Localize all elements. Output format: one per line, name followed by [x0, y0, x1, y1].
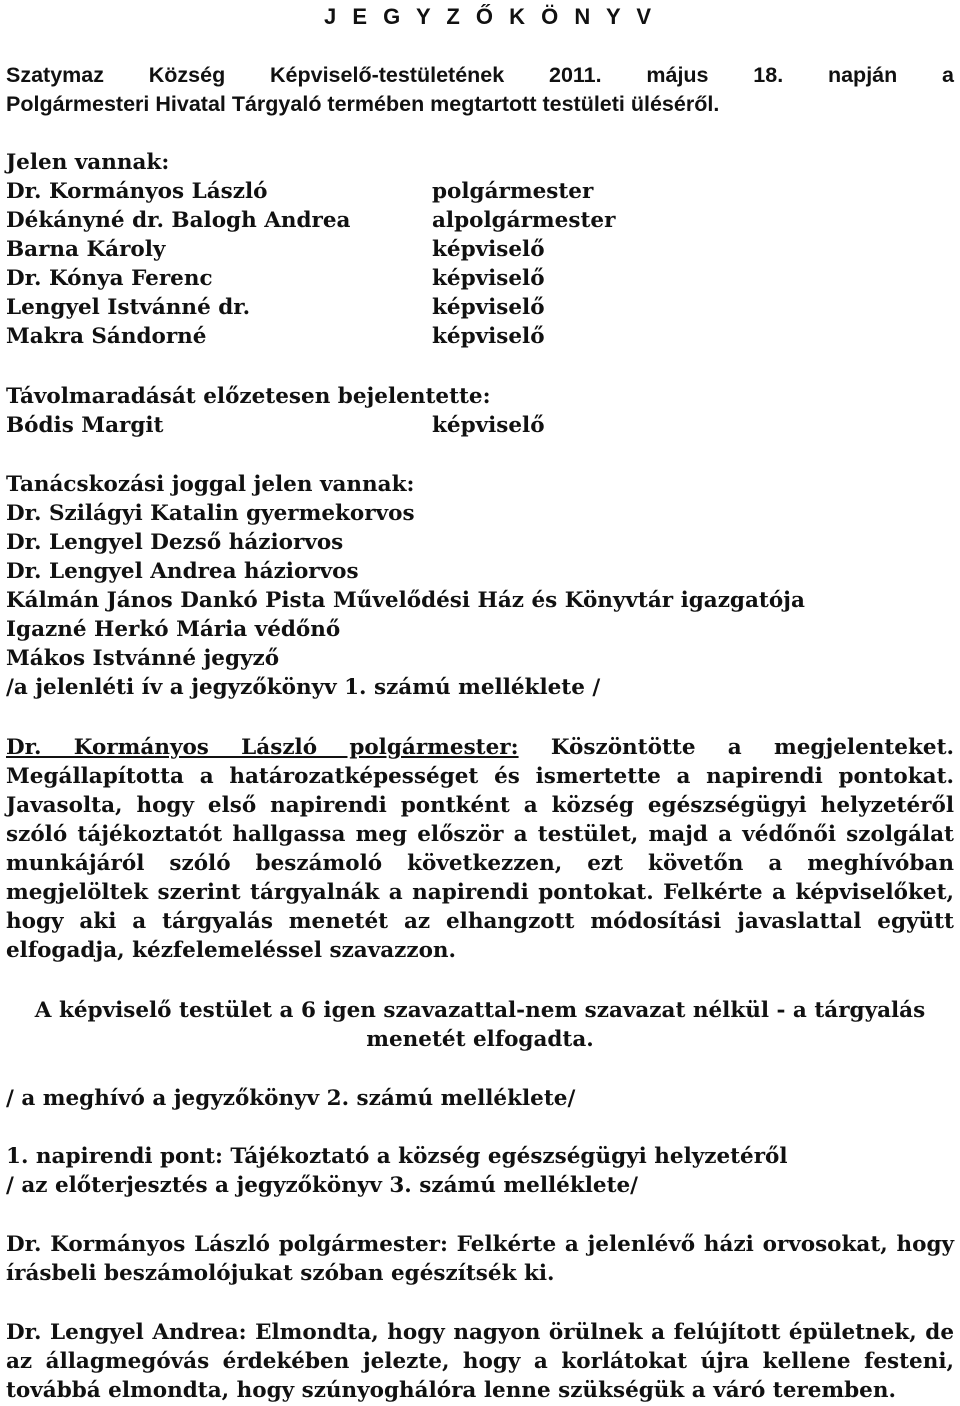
- decision-line-1: A képviselő testület a 6 igen szavazattal-nem szavazat nélkül - a tárgyalás: [34, 998, 926, 1023]
- mayor-speech-line: Javasolta, hogy első napirendi pontként a község egészségügyi helyzetéről: [6, 793, 954, 818]
- agenda-item-note: / az előterjesztés a jegyzőkönyv 3. számú melléklete/: [6, 1173, 639, 1198]
- mayor-speech-line: szóló tájékoztatót hallgassa meg először a testület, majd a védőnői szolgálat: [6, 822, 954, 847]
- advisory-heading: Tanácskozási joggal jelen vannak:: [6, 472, 415, 497]
- mayor-request-line-2: írásbeli beszámolójukat szóban egészítsék ki.: [6, 1261, 555, 1286]
- member-role: alpolgármester: [432, 208, 616, 233]
- attendance-note: /a jelenléti ív a jegyzőkönyv 1. számú melléklete /: [6, 675, 601, 700]
- advisory-line: Dr. Szilágyi Katalin gyermekorvos: [6, 501, 415, 526]
- mayor-speech-line: elfogadja, kézfelemeléssel szavazzon.: [6, 938, 457, 963]
- member-role: képviselő: [432, 266, 545, 291]
- member-role: polgármester: [432, 179, 594, 204]
- present-heading: Jelen vannak:: [6, 150, 170, 175]
- member-name: Dr. Kormányos László: [6, 179, 268, 204]
- document-title: J E G Y Z Ő K Ö N Y V: [324, 4, 657, 29]
- advisory-line: Dr. Lengyel Dezső háziorvos: [6, 530, 344, 555]
- absent-heading: Távolmaradását előzetesen bejelentette:: [6, 384, 491, 409]
- agenda-item-title: 1. napirendi pont: Tájékoztató a község egészségügyi helyzetéről: [6, 1144, 788, 1169]
- member-role: képviselő: [432, 295, 545, 320]
- lengyel-line-2: az állagmegóvás érdekében jelezte, hogy a korlátokat újra kellene festeni,: [6, 1349, 954, 1374]
- member-name: Dékányné dr. Balogh Andrea: [6, 208, 351, 233]
- decision-line-2: menetét elfogadta.: [366, 1027, 594, 1052]
- member-name: Dr. Kónya Ferenc: [6, 266, 213, 291]
- lengyel-line-3: továbbá elmondta, hogy szúnyoghálóra lenne szükségük a váró teremben.: [6, 1378, 896, 1403]
- member-name: Barna Károly: [6, 237, 166, 262]
- mayor-speech-line: megjelöltek szerint tárgyalnák a napirendi pontokat. Felkérte a képviselőket,: [6, 880, 954, 905]
- mayor-request-line-1: Dr. Kormányos László polgármester: Felkérte a jelenlévő házi orvosokat, hogy: [6, 1232, 954, 1257]
- member-name: Lengyel Istvánné dr.: [6, 295, 251, 320]
- advisory-line: Kálmán János Dankó Pista Művelődési Ház és Könyvtár igazgatója: [6, 588, 805, 613]
- advisory-line: Mákos Istvánné jegyző: [6, 646, 280, 671]
- member-name: Makra Sándorné: [6, 324, 207, 349]
- mayor-speech-line-1: [6, 733, 954, 762]
- absent-role: képviselő: [432, 413, 545, 438]
- intro-line-2: Polgármesteri Hivatal Tárgyaló termében megtartott testületi üléséről.: [6, 92, 720, 116]
- absent-name: Bódis Margit: [6, 413, 164, 438]
- mayor-speech-line: hogy aki a tárgyalás menetét az elhangzott módosítási javaslattal együtt: [6, 909, 954, 934]
- lengyel-line-1: Dr. Lengyel Andrea: Elmondta, hogy nagyon örülnek a felújított épületnek, de: [6, 1320, 954, 1345]
- mayor-speaker: Dr. Kormányos László polgármester:: [6, 735, 519, 760]
- member-role: képviselő: [432, 237, 545, 262]
- invite-note: / a meghívó a jegyzőkönyv 2. számú melléklete/: [6, 1086, 576, 1111]
- mayor-speech-line: munkájáról szóló beszámoló következzen, ezt követőn a meghívóban: [6, 851, 954, 876]
- mayor-greeting: Köszöntötte a megjelenteket.: [550, 735, 954, 760]
- member-role: képviselő: [432, 324, 545, 349]
- intro-line-1: Szatymaz Község Képviselő-testületének 2011. május 18. napján a: [6, 63, 954, 87]
- mayor-speech-line: Megállapította a határozatképességet és ismertette a napirendi pontokat.: [6, 764, 954, 789]
- advisory-line: Igazné Herkó Mária védőnő: [6, 617, 341, 642]
- advisory-line: Dr. Lengyel Andrea háziorvos: [6, 559, 359, 584]
